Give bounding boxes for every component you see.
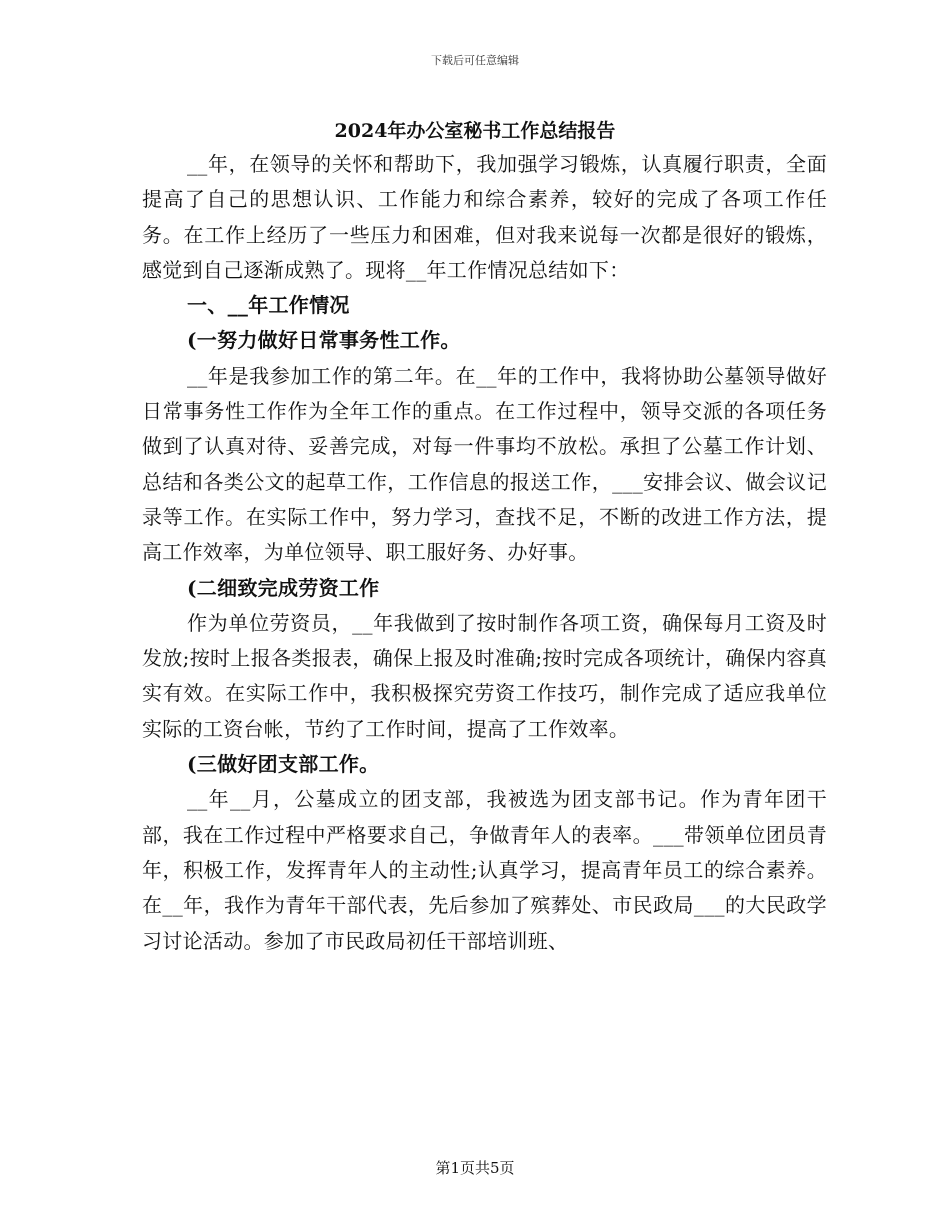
youth-league-paragraph: __年__月，公墓成立的团支部，我被选为团支部书记。作为青年团干部，我在工作过程中严格要求自己，争做青年人的表率。___带领单位团员青年，积极工作，发挥青年人的主动性;认真学习，提高青年员工的综合素养。在__年，我作为青年干部代表，先后参加了殡葬处、市民政局___的大民政学习讨论活动。参加了市民政局初任干部培训班、	[142, 787, 827, 953]
intro-paragraph: __年，在领导的关怀和帮助下，我加强学习锻炼，认真履行职责，全面提高了自己的思想认识、工作能力和综合素养，较好的完成了各项工作任务。在工作上经历了一些压力和困难，但对我来说每一次都是很好的锻炼，感觉到自己逐渐成熟了。现将__年工作情况总结如下：	[142, 152, 827, 282]
document-body	[142, 147, 827, 959]
payroll-paragraph: 作为单位劳资员，__年我做到了按时制作各项工资，确保每月工资及时发放;按时上报各类报表，确保上报及时准确;按时完成各项统计，确保内容真实有效。在实际工作中，我积极探究劳资工作技巧，制作完成了适应我单位实际的工资台帐，节约了工作时间，提高了工作效率。	[142, 610, 827, 741]
page-number-footer: 第1页共5页	[435, 1159, 515, 1177]
document-title: 2024年办公室秘书工作总结报告	[334, 120, 616, 142]
page-header-note: 下载后可任意编辑	[431, 54, 519, 67]
subsection-heading-payroll: (二细致完成劳资工作	[187, 575, 380, 600]
subsection-heading-youth-league: (三做好团支部工作。	[187, 752, 380, 777]
daily-affairs-paragraph: __年是我参加工作的第二年。在__年的工作中，我将协助公墓领导做好日常事务性工作作为全年工作的重点。在工作过程中，领导交派的各项任务做到了认真对待、妥善完成，对每一件事均不放松。承担了公墓工作计划、总结和各类公文的起草工作，工作信息的报送工作，___安排会议、做会议记录等工作。在实际工作中，努力学习，查找不足，不断的改进工作方法，提高工作效率，为单位领导、职工服好务、办好事。	[142, 363, 827, 565]
subsection-heading-daily-affairs: (一努力做好日常事务性工作。	[187, 328, 461, 353]
section-heading-work-status: 一、__年工作情况	[187, 293, 350, 318]
